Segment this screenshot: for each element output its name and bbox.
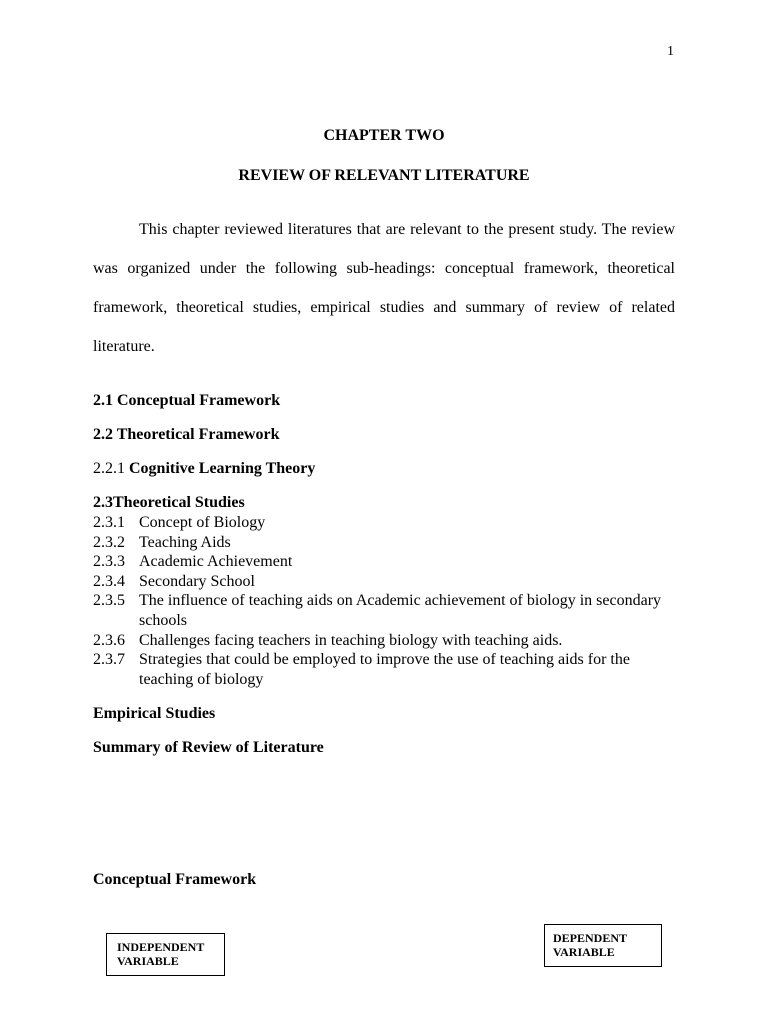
section-2-3-heading: 2.3Theoretical Studies [93, 494, 245, 511]
summary-heading: Summary of Review of Literature [93, 739, 324, 756]
dependent-variable-label-2: VARIABLE [553, 945, 615, 959]
list-item-number: 2.3.2 [93, 533, 125, 551]
section-2-2-heading: 2.2 Theoretical Framework [93, 426, 280, 443]
dependent-variable-box [544, 924, 662, 967]
list-item [93, 513, 675, 533]
list-item-number: 2.3.4 [93, 572, 125, 590]
independent-variable-label-1: INDEPENDENT [117, 940, 205, 954]
independent-variable-label-2: VARIABLE [117, 954, 179, 968]
section-2-2-1-heading [93, 460, 315, 478]
section-2-2-1-number: 2.2.1 [93, 460, 125, 477]
list-item [93, 552, 675, 572]
list-item [93, 631, 675, 651]
independent-variable-box [106, 933, 225, 976]
intro-text: This chapter reviewed literatures that are relevant to the present study. The review was organized under the following sub-headings: conceptual framework, theoretical framework, theoretical studies, empirical studies and summary of review of related literature. [93, 221, 675, 355]
dependent-variable-label-1: DEPENDENT [553, 931, 628, 945]
list-item-text: The influence of teaching aids on Academic achievement of biology in secondary schools [139, 592, 662, 629]
subsection-list [93, 513, 675, 689]
list-item-number: 2.3.1 [93, 514, 125, 531]
list-item-number: 2.3.7 [93, 651, 125, 669]
list-item-number: 2.3.5 [93, 592, 125, 610]
section-2-2-1-title: Cognitive Learning Theory [129, 460, 316, 477]
list-item-number: 2.3.6 [93, 631, 125, 649]
list-item [93, 572, 675, 592]
list-item-text: Challenges facing teachers in teaching biology with teaching aids. [139, 631, 563, 649]
conceptual-framework-heading: Conceptual Framework [93, 871, 257, 888]
list-item-text: Strategies that could be employed to improve the use of teaching aids for the teaching of biology [139, 651, 630, 688]
section-2-1-heading: 2.1 Conceptual Framework [93, 392, 281, 409]
list-item-text: Academic Achievement [139, 553, 293, 571]
list-item-text: Concept of Biology [139, 514, 266, 531]
list-item-text: Secondary School [139, 572, 255, 590]
list-item-text: Teaching Aids [139, 533, 231, 551]
chapter-subtitle: REVIEW OF RELEVANT LITERATURE [238, 167, 530, 184]
list-item [93, 533, 675, 553]
chapter-title: CHAPTER TWO [323, 127, 445, 144]
list-item-number: 2.3.3 [93, 553, 125, 571]
page-number: 1 [667, 44, 674, 59]
list-item [93, 650, 675, 689]
empirical-studies-heading: Empirical Studies [93, 705, 216, 722]
intro-paragraph [93, 210, 675, 366]
list-item [93, 591, 675, 630]
